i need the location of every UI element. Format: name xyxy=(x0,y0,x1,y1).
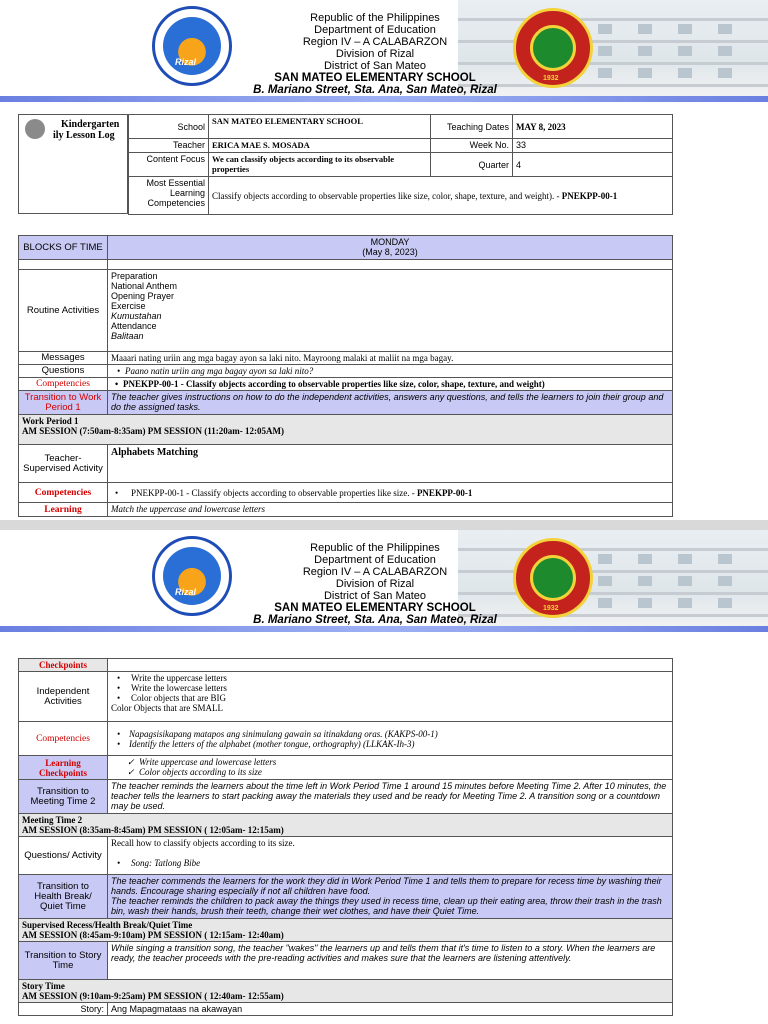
school-name: SAN MATEO ELEMENTARY SCHOOL xyxy=(274,602,476,614)
ia-list xyxy=(108,672,673,722)
deped-seal-icon xyxy=(25,119,45,139)
mel-code: PNEKPP-00-1 xyxy=(561,190,618,201)
school-label: School xyxy=(129,115,209,139)
dates-value: MAY 8, 2023 xyxy=(513,115,673,139)
qa-value xyxy=(108,837,673,875)
routine-item: Exercise xyxy=(111,301,146,311)
week-label: Week No. xyxy=(431,139,513,153)
logo-text: Rizal xyxy=(175,587,197,597)
quarter-value: 4 xyxy=(513,153,673,177)
wp1-session: AM SESSION (7:50am-8:35am) PM SESSION (11:20am- 12:05AM) xyxy=(22,426,284,436)
meeting-time-2 xyxy=(19,814,673,837)
deped-logo xyxy=(152,536,232,616)
st-session: AM SESSION (9:10am-9:25am) PM SESSION ( 12:40am- 12:55am) xyxy=(22,991,284,1001)
plan-table-2 xyxy=(18,658,673,1016)
routine-item: Opening Prayer xyxy=(111,291,175,301)
focus-label: Content Focus xyxy=(129,153,209,177)
blank-cell xyxy=(19,260,108,270)
transition-wp1-label: Transition to Work Period 1 xyxy=(19,391,108,415)
logo-text: Rizal xyxy=(175,57,197,67)
mel-value xyxy=(209,177,673,215)
competencies-2-value xyxy=(108,483,673,503)
tmt-label: Transition to Meeting Time 2 xyxy=(19,780,108,814)
day-header xyxy=(108,236,673,260)
header-line-3: Region IV – A CALABARZON xyxy=(302,566,448,578)
routine-item: Preparation xyxy=(111,271,158,281)
lc-list xyxy=(108,756,673,780)
week-value: 33 xyxy=(513,139,673,153)
thb-text-2: The teacher reminds the children to pack away the things they used in recess time, clean up their eating area, throw their trash in the trash bin, wash their hands, brush their teeth, change their wet clothes, and have their Quiet Time. xyxy=(111,896,662,916)
thb-value xyxy=(108,875,673,919)
competencies-label: Competencies xyxy=(19,378,108,391)
header-line-5: District of San Mateo xyxy=(323,60,427,72)
song-item: • Song: Tatlong Bibe xyxy=(117,858,669,868)
teacher-value: ERICA MAE S. MOSADA xyxy=(209,139,431,153)
competencies-label: Competencies xyxy=(19,722,108,756)
competencies-2-code: PNEKPP-00-1 xyxy=(416,487,473,498)
learning-label: Learning xyxy=(19,503,108,517)
ia-item: • Write the uppercase letters xyxy=(117,673,669,683)
ia-extra: Color Objects that are SMALL xyxy=(111,703,223,713)
page-separator xyxy=(0,520,768,530)
tmt-value: The teacher reminds the learners about the time left in Work Period Time 1 around 15 minutes before Meeting Time 2. After 10 minutes, the teacher tells the learners to start packing away the materials they used and be ready for Meeting Time 2. A transition song or a countdown may be used. xyxy=(108,780,673,814)
page-header xyxy=(0,0,768,102)
learning-value: Match the uppercase and lowercase letters xyxy=(108,503,673,517)
supervised-recess xyxy=(19,919,673,942)
header-line-5: District of San Mateo xyxy=(323,590,427,602)
routine-label: Routine Activities xyxy=(19,270,108,352)
header-band xyxy=(0,626,768,632)
school-seal xyxy=(513,8,593,88)
header-line-1: Republic of the Philippines xyxy=(310,12,440,24)
title-cell xyxy=(18,114,128,214)
lc-item: ✓ Color objects according to its size xyxy=(121,767,669,777)
deped-logo xyxy=(152,6,232,86)
competencies-item: • PNEKPP-00-1 - Classify objects according to observable properties like size, color, shape, texture, and weight) xyxy=(115,379,669,389)
seal-year: 1932 xyxy=(543,605,559,612)
tsa-value: Alphabets Matching xyxy=(108,445,673,483)
school-value: SAN MATEO ELEMENTARY SCHOOL xyxy=(209,115,431,139)
page-header xyxy=(0,530,768,632)
lc-item: ✓ Write uppercase and lowercase letters xyxy=(121,757,669,767)
competencies-list xyxy=(108,722,673,756)
competencies-value xyxy=(108,378,673,391)
school-address: B. Mariano Street, Sta. Ana, San Mateo, Rizal xyxy=(253,614,497,626)
quarter-label: Quarter xyxy=(431,153,513,177)
routine-item: Balitaan xyxy=(111,331,144,341)
checkpoints-label: Checkpoints xyxy=(19,659,108,672)
dates-label: Teaching Dates xyxy=(431,115,513,139)
blocks-header: BLOCKS OF TIME xyxy=(19,236,108,260)
questions-value xyxy=(108,365,673,378)
routine-item: Kumustahan xyxy=(111,311,162,321)
routine-item: National Anthem xyxy=(111,281,178,291)
messages-value: Maaari nating uriin ang mga bagay ayon sa laki nito. Mayroong malaki at maliit na mga bagay. xyxy=(108,352,673,365)
day-name: MONDAY xyxy=(370,237,410,247)
tsa-label: Teacher-Supervised Activity xyxy=(19,445,108,483)
story-time xyxy=(19,980,673,1003)
log-title-2: ily Lesson Log xyxy=(53,130,115,141)
school-seal xyxy=(513,538,593,618)
qa-label: Questions/ Activity xyxy=(19,837,108,875)
thb-text-1: The teacher commends the learners for the work they did in Work Period Time 1 and tells them to prepare for recess time by washing their hands. Encourage sharing especially if not all children have food. xyxy=(111,876,662,896)
header-line-2: Department of Education xyxy=(314,24,436,36)
info-table xyxy=(128,114,673,215)
st-title: Story Time xyxy=(22,981,65,991)
competencies-item: • Napagsisikapang matapos ang sinimulang gawain sa itinakdang oras. (KAKPS-00-1) xyxy=(117,729,669,739)
tst-label: Transition to Story Time xyxy=(19,942,108,980)
competencies-2-text: PNEKPP-00-1 - Classify objects according to observable properties like size. - xyxy=(131,487,417,498)
page-2 xyxy=(0,530,768,1024)
seal-year: 1932 xyxy=(543,75,559,82)
school-address: B. Mariano Street, Sta. Ana, San Mateo, Rizal xyxy=(253,84,497,96)
blank-cell xyxy=(108,260,673,270)
wp1-title: Work Period 1 xyxy=(22,416,79,426)
competencies-2-label: Competencies xyxy=(19,483,108,503)
work-period-1 xyxy=(19,415,673,445)
header-line-4: Division of Rizal xyxy=(335,578,415,590)
mel-text: Classify objects according to observable properties like size, color, shape, texture, and weight). - xyxy=(212,190,562,201)
mt2-session: AM SESSION (8:35am-8:45am) PM SESSION ( 12:05am- 12:15am) xyxy=(22,825,284,835)
questions-item: • Paano natin uriin ang mga bagay ayon sa laki nito? xyxy=(117,366,669,376)
header-line-4: Division of Rizal xyxy=(335,48,415,60)
log-title-1: Kindergarten xyxy=(61,119,120,130)
mel-label: Most Essential Learning Competencies xyxy=(129,177,209,215)
header-band xyxy=(0,96,768,102)
questions-label: Questions xyxy=(19,365,108,378)
teacher-label: Teacher xyxy=(129,139,209,153)
header-line-1: Republic of the Philippines xyxy=(310,542,440,554)
story-label: Story: xyxy=(19,1003,108,1016)
srb-session: AM SESSION (8:45am-9:10am) PM SESSION ( 12:15am- 12:40am) xyxy=(22,930,284,940)
plan-table-1 xyxy=(18,235,673,517)
mt2-title: Meeting Time 2 xyxy=(22,815,83,825)
routine-list xyxy=(108,270,673,352)
lc-label: Learning Checkpoints xyxy=(19,756,108,780)
checkpoints-value xyxy=(108,659,673,672)
thb-label: Transition to Health Break/ Quiet Time xyxy=(19,875,108,919)
ia-item: • Color objects that are BIG xyxy=(117,693,669,703)
header-line-3: Region IV – A CALABARZON xyxy=(302,36,448,48)
story-value: Ang Mapagmataas na akawayan xyxy=(108,1003,673,1016)
header-line-2: Department of Education xyxy=(314,554,436,566)
routine-item: Attendance xyxy=(111,321,157,331)
srb-title: Supervised Recess/Health Break/Quiet Time xyxy=(22,920,193,930)
school-name: SAN MATEO ELEMENTARY SCHOOL xyxy=(274,72,476,84)
competencies-item: • Identify the letters of the alphabet (mother tongue, orthography) (LLKAK-Ih-3) xyxy=(117,739,669,749)
tst-value: While singing a transition song, the teacher "wakes" the learners up and tells them that it's time to listen to a story. When the learners are ready, the teacher proceeds with the pre-reading activities and makes sure that the learners are listening attentively. xyxy=(108,942,673,980)
transition-wp1-value: The teacher gives instructions on how to do the independent activities, answers any questions, and tells the learners to join their group and do the assigned tasks. xyxy=(108,391,673,415)
qa-text: Recall how to classify objects according to its size. xyxy=(111,838,295,848)
focus-value: We can classify objects according to its observable properties xyxy=(209,153,431,177)
day-date: (May 8, 2023) xyxy=(362,247,418,257)
ia-label: Independent Activities xyxy=(19,672,108,722)
ia-item: • Write the lowercase letters xyxy=(117,683,669,693)
messages-label: Messages xyxy=(19,352,108,365)
